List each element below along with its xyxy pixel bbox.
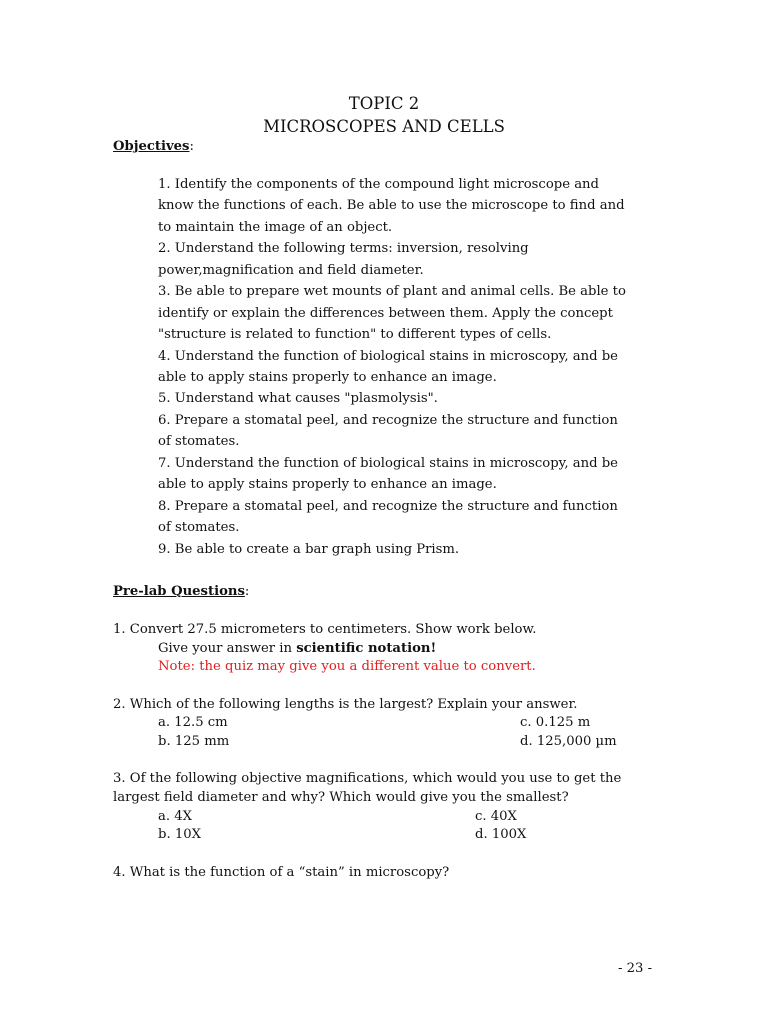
question-3-option-b: b. 10X	[158, 827, 201, 842]
prelab-colon: :	[244, 584, 250, 599]
question-4-text: 4. What is the function of a “stain” in microscopy?	[113, 865, 450, 880]
question-3-text: 3. Of the following objective magnifications, which would you use to get the	[113, 771, 622, 786]
objective-line: identify or explain the differences between them. Apply the concept	[158, 306, 613, 321]
objective-line: 9. Be able to create a bar graph using Prism.	[158, 542, 460, 557]
prelab-heading: Pre-lab Questions	[113, 584, 245, 599]
question-2-option-b: b. 125 mm	[158, 734, 230, 749]
topic-number: TOPIC 2	[348, 94, 420, 113]
question-3-option-d: d. 100X	[475, 827, 527, 842]
objective-line: of stomates.	[158, 520, 240, 535]
objective-line: power,magnification and field diameter.	[158, 263, 424, 278]
page-title: MICROSCOPES AND CELLS	[263, 117, 505, 136]
objective-line: 2. Understand the following terms: inversion, resolving	[158, 241, 529, 256]
objectives-heading: Objectives	[113, 139, 190, 154]
prelab-heading-row	[113, 581, 249, 602]
question-2-option-a: a. 12.5 cm	[158, 715, 228, 730]
objective-line: 7. Understand the function of biological stains in microscopy, and be	[158, 456, 618, 471]
objective-line: "structure is related to function" to different types of cells.	[158, 327, 552, 342]
objectives-colon: :	[189, 139, 194, 154]
question-1-note: Note: the quiz may give you a different value to convert.	[158, 659, 536, 674]
question-2-text: 2. Which of the following lengths is the largest? Explain your answer.	[113, 697, 578, 712]
question-3-text-continued: largest field diameter and why? Which would give you the smallest?	[113, 790, 569, 805]
objective-line: know the functions of each. Be able to use the microscope to find and	[158, 198, 625, 213]
objective-line: able to apply stains properly to enhance an image.	[158, 477, 497, 492]
objective-line: 3. Be able to prepare wet mounts of plant and animal cells. Be able to	[158, 284, 626, 299]
objective-line: able to apply stains properly to enhance an image.	[158, 370, 497, 385]
objective-line: 8. Prepare a stomatal peel, and recognize the structure and function	[158, 499, 618, 514]
question-2-option-c: c. 0.125 m	[520, 715, 591, 730]
scientific-notation-emphasis: scientific notation!	[296, 641, 437, 656]
question-1-text: 1. Convert 27.5 micrometers to centimeters. Show work below.	[113, 622, 537, 637]
objective-line: 4. Understand the function of biological stains in microscopy, and be	[158, 349, 618, 364]
objective-line: of stomates.	[158, 434, 240, 449]
question-3-option-a: a. 4X	[158, 809, 193, 824]
objective-line: 5. Understand what causes "plasmolysis".	[158, 391, 438, 406]
objective-line: 6. Prepare a stomatal peel, and recognize the structure and function	[158, 413, 618, 428]
question-1-instruction-prefix: Give your answer in	[158, 641, 297, 656]
objective-line: to maintain the image of an object.	[158, 220, 393, 235]
question-2-option-d: d. 125,000 µm	[520, 734, 617, 749]
question-3-option-c: c. 40X	[475, 809, 517, 824]
objectives-heading-row	[113, 136, 194, 157]
page-number: - 23 -	[618, 961, 653, 976]
objective-line: 1. Identify the components of the compound light microscope and	[158, 177, 599, 192]
